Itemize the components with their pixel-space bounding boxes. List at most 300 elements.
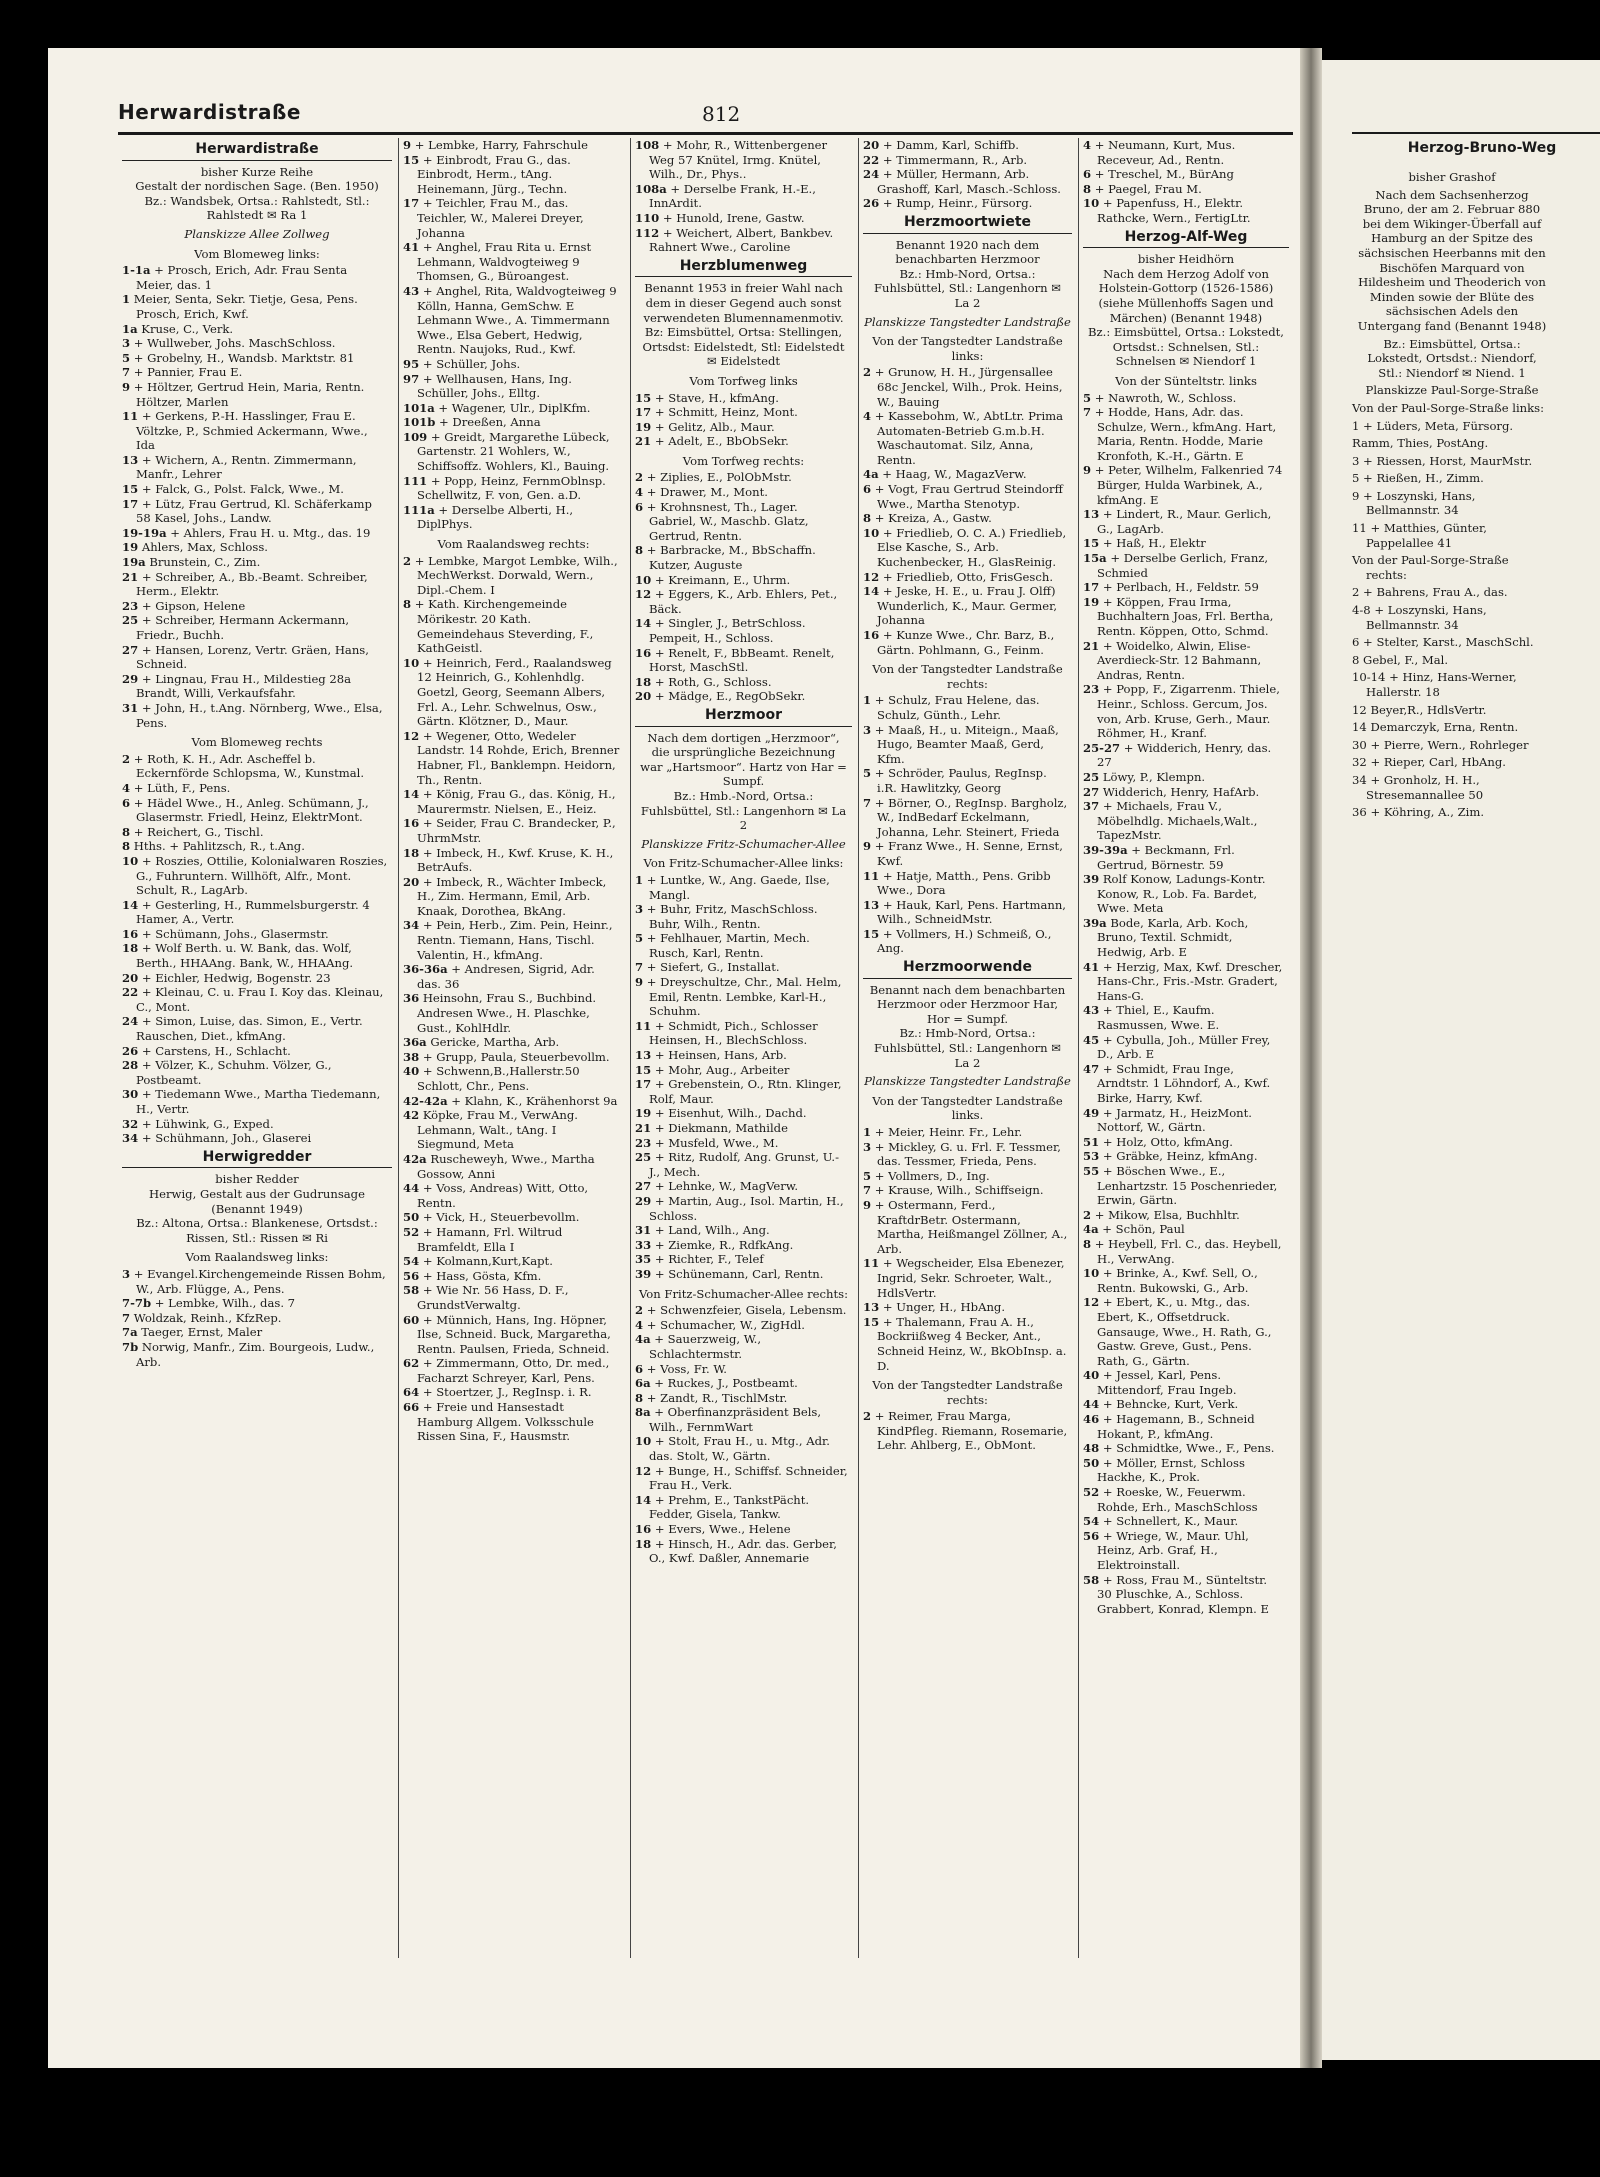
house-number: 1-1a (122, 263, 151, 278)
side-heading: Vom Torfweg rechts: (682, 453, 805, 468)
house-number: 22 (863, 152, 880, 167)
entry-text: + Teichler, Frau M., das. Teichler, W., Malerei Dreyer, Johanna (417, 196, 584, 240)
entry-text: + Damm, Karl, Schiffb. (879, 138, 1019, 152)
directory-entry (122, 1014, 392, 1043)
entry-text: + Krohnsnest, Th., Lager. Gabriel, W., Maschb. Glatz, Gertrud, Rentn. (643, 499, 809, 543)
house-number: 20 (635, 689, 652, 704)
entry-text: + Seider, Frau C. Brandecker, P., UhrmMstr. (417, 816, 616, 845)
column-5 (1078, 138, 1293, 1958)
directory-entry (122, 336, 392, 351)
entry-text: + Roszies, Ottilie, Kolonialwaren Roszies, G., Fuhruntern. Willhöft, Alfr., Mont. Schult, R., LagArb. (136, 853, 388, 898)
entry-text: Köpke, Frau M., VerwAng. Lehmann, Walt., tAng. I Siegmund, Meta (417, 1108, 578, 1152)
directory-entry (1083, 167, 1289, 182)
side-heading: Von der Tangstedter Landstraße links. (872, 1093, 1063, 1123)
street-note: bisher Kurze Reihe (200, 164, 314, 179)
entry-text: + Thalemann, Frau A. H., Bockriißweg 4 Becker, Ant., Schneid Heinz, W., BkObInsp. a. D. (877, 1314, 1067, 1373)
house-number: 10 (403, 655, 420, 670)
house-number: 8 (403, 597, 412, 612)
house-number: 6 (635, 499, 644, 514)
directory-entry (635, 138, 852, 182)
entry-text: + Popp, Heinz, FernmOblnsp. Schellwitz, F. von, Gen. a.D. (417, 473, 606, 503)
directory-entry (122, 985, 392, 1014)
entry-text: Taeger, Ernst, Maler (137, 1325, 263, 1340)
house-number: 9 (122, 379, 131, 394)
directory-entry (635, 1493, 852, 1522)
directory-entry (635, 211, 852, 226)
directory-entry (122, 839, 392, 854)
directory-entry (1083, 1441, 1289, 1456)
facing-line: 36 + Köhring, A., Zim. (1352, 805, 1485, 820)
directory-entry (635, 960, 852, 975)
directory-entry (122, 292, 392, 321)
entry-text: Widderich, Henry, HafArb. (1099, 784, 1260, 799)
entry-text: + Heinrich, Ferd., Raalandsweg 12 Heinrich, G., Kohlenhdlg. Goetzl, Georg, Seemann Albers, Frl. A., Lehr. Schwelnus, Osw., Gärtn. Klötzner, D., Maur. (417, 655, 612, 729)
directory-entry (403, 1283, 624, 1312)
entry-text: + Vick, H., Steuerbevollm. (419, 1210, 580, 1225)
house-number: 58 (1083, 1572, 1100, 1587)
entry-text: + Ritz, Rudolf, Ang. Grunst, U.-J., Mech. (649, 1150, 840, 1179)
entry-text: + Börner, O., RegInsp. Bargholz, W., IndBedarf Eckelmann, Johanna, Lehr. Steinert, Frieda (871, 795, 1068, 839)
street-note: Benannt 1953 in freier Wahl nach dem in dieser Gegend auch sonst verwendeten Blumennamenmotiv. (643, 281, 844, 325)
house-number: 12 (1083, 1295, 1100, 1310)
entry-text: + Völzer, K., Schuhm. Völzer, G., Postbeamt. (136, 1058, 332, 1087)
facing-line: 32 + Rieper, Carl, HbAng. (1352, 755, 1506, 770)
facing-line: 6 + Stelter, Karst., MaschSchl. (1352, 635, 1534, 650)
entry-text: + Behncke, Kurt, Verk. (1099, 1397, 1239, 1412)
house-number: 5 (122, 350, 131, 365)
entry-text: + Lindert, R., Maur. Gerlich, G., LagArb. (1097, 507, 1272, 536)
directory-entry (1083, 580, 1289, 595)
entry-text: + Höltzer, Gertrud Hein, Maria, Rentn. Höltzer, Marlen (130, 379, 365, 409)
side-heading: Von der Tangstedter Landstraße rechts: (872, 1378, 1063, 1407)
house-number: 11 (863, 868, 880, 883)
house-number: 5 (863, 1168, 872, 1183)
house-number: 4 (122, 780, 131, 795)
directory-entry (863, 1198, 1072, 1256)
directory-entry (403, 846, 624, 875)
entry-text: + Friedlieb, O. C. A.) Friedlieb, Else Kasche, S., Arb. Kuchenbecker, H., GlasReinig. (877, 525, 1067, 570)
directory-entry (635, 1434, 852, 1463)
entry-text: Ahlers, Max, Schloss. (138, 540, 268, 555)
entry-text: + Weichert, Albert, Bankbev. Rahnert Wwe., Caroline (649, 225, 834, 255)
entry-text: + Anghel, Rita, Waldvogteiweg 9 Kölln, Hanna, GemSchw. E Lehmann Wwe., A. Timmermann Wwe., Elsa Gebert, Hedwig, Rentn. Naujoks, Rud., Kwf. (417, 283, 617, 357)
house-number: 21 (635, 1121, 652, 1135)
entry-text: + Reichert, G., Tischl. (130, 824, 264, 839)
directory-entry (863, 898, 1072, 927)
entry-text: + Rump, Heinr., Fürsorg. (879, 196, 1033, 211)
directory-entry (122, 497, 392, 526)
directory-entry (635, 646, 852, 675)
directory-entry (403, 1152, 624, 1181)
house-number: 1 (635, 872, 644, 887)
facing-page-body (1352, 170, 1552, 823)
house-number: 40 (403, 1064, 420, 1079)
entry-text: Löwy, P., Klempn. (1099, 769, 1206, 784)
facing-line: 30 + Pierre, Wern., Rohrleger (1352, 737, 1529, 752)
directory-entry (122, 643, 392, 672)
house-number: 37 (1083, 799, 1100, 814)
entry-text: + Hinsch, H., Adr. das. Gerber, O., Kwf. Daßler, Annemarie (649, 1536, 837, 1566)
directory-entry (635, 675, 852, 690)
house-number: 39 (1083, 872, 1100, 887)
directory-entry (635, 1267, 852, 1282)
house-number: 18 (122, 941, 139, 956)
house-number: 36-36a (403, 962, 448, 977)
entry-text: + Adelt, E., BbObSekr. (651, 434, 789, 449)
house-number: 41 (1083, 959, 1100, 974)
house-number: 16 (403, 816, 420, 831)
entry-text: + Friedlieb, Otto, FrisGesch. (879, 569, 1054, 584)
entry-text: + Sauerzweig, W., Schlachtermstr. (649, 1332, 762, 1361)
directory-entry (403, 1225, 624, 1254)
entry-text: + Prosch, Erich, Adr. Frau Senta Meier, das. 1 (136, 263, 348, 292)
house-number: 20 (403, 874, 420, 889)
directory-entry (1083, 405, 1289, 463)
entry-text: + Ziplies, E., PolObMstr. (643, 470, 792, 485)
house-number: 62 (403, 1356, 420, 1371)
entry-text: + Ziemke, R., RdfkAng. (651, 1237, 794, 1252)
directory-entry (122, 854, 392, 898)
house-number: 12 (403, 728, 420, 743)
directory-entry (403, 1181, 624, 1210)
directory-entry (122, 941, 392, 970)
directory-entry (635, 1318, 852, 1333)
entry-text: + Fehlhauer, Martin, Mech. Rusch, Karl, Rentn. (643, 931, 810, 960)
directory-entry (863, 570, 1072, 585)
house-number: 17 (403, 196, 420, 211)
directory-entry (635, 226, 852, 255)
directory-entry (122, 796, 392, 825)
directory-entry (635, 420, 852, 435)
entry-text: + Dreyschultze, Chr., Mal. Helm, Emil, Rentn. Lembke, Karl-H., Schuhm. (643, 975, 842, 1019)
directory-entry (122, 482, 392, 497)
house-number: 56 (1083, 1528, 1100, 1543)
house-number: 14 (635, 1492, 652, 1507)
directory-entry (403, 153, 624, 197)
directory-entry (122, 1117, 392, 1132)
entry-text: + Vollmers, H.) Schmeiß, O., Ang. (877, 926, 1052, 956)
house-number: 45 (1083, 1032, 1100, 1047)
house-number: 42 (403, 1108, 420, 1123)
directory-entry (863, 1300, 1072, 1315)
house-number: 8 (1083, 1236, 1092, 1251)
street-note: Gestalt der nordischen Sage. (Ben. 1950) (135, 179, 379, 194)
entry-text: + Schmidtke, Wwe., F., Pens. (1099, 1441, 1275, 1456)
house-number: 33 (635, 1237, 652, 1252)
entry-text: + Lüth, F., Pens. (130, 780, 231, 795)
house-number: 19-19a (122, 525, 167, 540)
directory-entry (403, 1385, 624, 1400)
side-heading: Von Fritz-Schumacher-Allee links: (643, 856, 844, 871)
entry-text: + Carstens, H., Schlacht. (138, 1043, 291, 1058)
street-heading: Herwardistraße (122, 138, 392, 161)
side-heading: Vom Blomeweg rechts (191, 735, 323, 750)
entry-text: + Brinke, A., Kwf. Sell, O., Rentn. Bukowski, G., Arb. (1097, 1266, 1258, 1295)
house-number: 15 (635, 390, 652, 405)
entry-text: + Grobelny, H., Wandsb. Marktstr. 81 (130, 350, 355, 365)
house-number: 50 (403, 1210, 420, 1225)
facing-line: 4-8 + Loszynski, Hans, Bellmannstr. 34 (1352, 603, 1487, 632)
house-number: 31 (122, 700, 139, 715)
house-number: 11 (863, 1256, 880, 1271)
entry-text: + Mohr, Aug., Arbeiter (651, 1062, 790, 1077)
house-number: 10 (122, 853, 139, 868)
entry-text: + Wegener, Otto, Wedeler Landstr. 14 Rohde, Erich, Brenner Habner, Fl., Banklempn. Heidorn, Th., Rentn. (417, 728, 620, 787)
house-number: 66 (403, 1400, 420, 1415)
directory-entry (863, 511, 1072, 526)
house-number: 54 (1083, 1514, 1100, 1529)
directory-entry (635, 1063, 852, 1078)
directory-entry (122, 1131, 392, 1146)
house-number: 9 (403, 138, 412, 152)
directory-entry (635, 931, 852, 960)
directory-entry (635, 1303, 852, 1318)
house-number: 16 (122, 926, 139, 941)
entry-text: + Freie und Hansestadt Hamburg Allgem. Volksschule Rissen Sina, F., Hausmstr. (417, 1400, 594, 1444)
directory-entry (635, 1194, 852, 1223)
directory-entry (403, 415, 624, 430)
house-number: 21 (635, 434, 652, 449)
entry-text: + Wellhausen, Hans, Ing. Schüller, Johs., Elltg. (417, 371, 572, 401)
street-note: Bz: Eimsbüttel, Ortsa: Stellingen, Ortsdst: Eidelstedt, Stl: Eidelstedt ✉ Eidelstedt (642, 325, 845, 369)
directory-entry (1083, 1106, 1289, 1135)
directory-entry (635, 1362, 852, 1377)
directory-entry (635, 1150, 852, 1179)
directory-entry (122, 1267, 392, 1296)
entry-text: + Kreiza, A., Gastw. (871, 511, 992, 526)
entry-text: + Derselbe Frank, H.-E., InnArdit. (649, 181, 816, 211)
house-number: 27 (635, 1179, 652, 1194)
directory-entry (635, 573, 852, 588)
house-number: 19 (635, 1106, 652, 1121)
entry-text: + Singler, J., BetrSchloss. Pempeit, H., Schloss. (649, 616, 806, 645)
house-number: 19 (1083, 594, 1100, 609)
entry-text: + Papenfuss, H., Elektr. Rathcke, Wern., FertigLtr. (1097, 196, 1251, 225)
house-number: 17 (635, 405, 652, 420)
house-number: 51 (1083, 1134, 1100, 1149)
directory-entry (1083, 463, 1289, 507)
plan-sketch-ref: Planskizze Allee Zollweg (184, 226, 330, 241)
directory-entry (863, 1409, 1072, 1453)
entry-text: Rolf Konow, Ladungs-Kontr. Konow, R., Lob. Fa. Bardet, Wwe. Meta (1097, 872, 1266, 916)
directory-entry (403, 597, 624, 655)
directory-entry (403, 401, 624, 416)
side-heading: Vom Torfweg links (689, 373, 798, 388)
entry-text: + Einbrodt, Frau G., das. Einbrodt, Herm., tAng. Heinemann, Jürg., Techn. (417, 152, 571, 196)
house-number: 2 (635, 470, 644, 485)
house-number: 31 (635, 1223, 652, 1238)
directory-entry (635, 1223, 852, 1238)
entry-text: + Imbeck, R., Wächter Imbeck, H., Zim. Hermann, Emil, Arb. Knaak, Dorothea, BkAng. (417, 874, 607, 918)
directory-entry (403, 656, 624, 729)
directory-entry (403, 240, 624, 284)
house-number: 14 (863, 584, 880, 599)
directory-entry (635, 485, 852, 500)
house-number: 20 (863, 138, 880, 152)
directory-entry (122, 322, 392, 337)
house-number: 108 (635, 138, 660, 152)
entry-text: + Musfeld, Wwe., M. (651, 1135, 779, 1150)
house-number: 17 (122, 496, 139, 511)
house-number: 15a (1083, 551, 1107, 566)
house-number: 27 (122, 642, 139, 657)
entry-text: + Müller, Hermann, Arb. Grashoff, Karl, Masch.-Schloss. (877, 167, 1061, 196)
house-number: 38 (403, 1049, 420, 1064)
entry-text: + Hunold, Irene, Gastw. (659, 210, 805, 225)
house-number: 5 (1083, 390, 1092, 405)
entry-text: + Voss, Fr. W. (643, 1361, 727, 1376)
facing-line: 12 Beyer,R., HdlsVertr. (1352, 702, 1487, 717)
entry-text: + Ebert, K., u. Mtg., das. Ebert, K., Offsetdruck. Gansauge, Wwe., H. Rath, G., Gastw. Greve, Gust., Pens. Rath, G., Gärtn. (1097, 1295, 1272, 1368)
house-number: 111a (403, 502, 435, 517)
street-heading: Herzmoor (635, 704, 852, 727)
directory-entry (1083, 1237, 1289, 1266)
directory-entry (635, 500, 852, 544)
entry-text: Brunstein, C., Zim. (145, 555, 261, 570)
entry-text: + Grebenstein, O., Rtn. Klinger, Rolf, Maur. (649, 1077, 842, 1106)
house-number: 2 (1083, 1207, 1092, 1222)
entry-text: + Gräbke, Heinz, kfmAng. (1099, 1149, 1258, 1164)
directory-entry (1083, 1573, 1289, 1617)
house-number: 44 (403, 1181, 420, 1196)
house-number: 17 (635, 1077, 652, 1092)
directory-entry (403, 991, 624, 1035)
column-4 (858, 138, 1076, 1958)
house-number: 25 (122, 613, 139, 628)
entry-text: + Schmidt, Frau Inge, Arndtstr. 1 Löhndorf, A., Kwf. Birke, Harry, Kwf. (1097, 1061, 1271, 1105)
house-number: 23 (1083, 682, 1100, 697)
directory-entry (1083, 639, 1289, 683)
entry-text: + Lühwink, G., Exped. (138, 1116, 274, 1131)
house-number: 13 (863, 1300, 880, 1315)
plan-sketch-ref: Planskizze Tangstedter Landstraße (864, 314, 1071, 329)
facing-line: 14 Demarczyk, Erna, Rentn. (1352, 720, 1519, 735)
entry-text: + Lembke, Wilh., das. 7 (151, 1296, 296, 1311)
directory-entry (403, 284, 624, 357)
entry-text: + Schümann, Johs., Glasermstr. (138, 926, 329, 941)
directory-entry (1083, 1003, 1289, 1032)
entry-text: + Renelt, F., BbBeamt. Renelt, Horst, MaschStl. (649, 645, 835, 675)
entry-text: + Tiedemann Wwe., Martha Tiedemann, H., Vertr. (136, 1087, 381, 1116)
directory-entry (1083, 741, 1289, 770)
house-number: 24 (863, 167, 880, 182)
street-note: bisher Redder (215, 1172, 299, 1187)
house-number: 43 (1083, 1003, 1100, 1018)
directory-entry (122, 971, 392, 986)
running-title: Herwardistraße (118, 100, 301, 124)
directory-entry (122, 453, 392, 482)
entry-text: + Kleinau, C. u. Frau I. Koy das. Kleinau, C., Mont. (136, 985, 384, 1014)
directory-entry (863, 628, 1072, 657)
directory-entry (122, 1087, 392, 1116)
directory-entry (635, 1238, 852, 1253)
house-number: 15 (122, 482, 139, 497)
entry-text: + Wichern, A., Rentn. Zimmermann, Manfr., Lehrer (136, 452, 357, 482)
entry-text: + Hansen, Lorenz, Vertr. Gräen, Hans, Schneid. (136, 642, 369, 672)
house-number: 4 (635, 485, 644, 500)
page-number: 812 (702, 102, 741, 126)
house-number: 22 (122, 985, 139, 1000)
house-number: 13 (635, 1048, 652, 1063)
house-number: 6 (1083, 167, 1092, 182)
facing-line: Ramm, Thies, PostAng. (1352, 436, 1489, 451)
entry-text: + Luntke, W., Ang. Gaede, Ilse, Mangl. (643, 872, 830, 902)
house-number: 42-42a (403, 1093, 448, 1108)
directory-entry (863, 526, 1072, 570)
house-number: 18 (403, 845, 420, 860)
entry-text: + Hatje, Matth., Pens. Gribb Wwe., Dora (877, 868, 1051, 898)
street-heading: Herzmoorwende (863, 956, 1072, 979)
directory-entry (1083, 916, 1289, 960)
house-number: 14 (403, 787, 420, 802)
house-number: 10 (635, 1434, 652, 1449)
directory-entry (122, 927, 392, 942)
entry-text: + Ruckes, J., Postbeamt. (650, 1376, 798, 1391)
directory-entry (122, 781, 392, 796)
house-number: 4 (863, 409, 872, 424)
directory-entry (635, 182, 852, 211)
house-number: 4 (635, 1317, 644, 1332)
facing-line: 9 + Loszynski, Hans, Bellmannstr. 34 (1352, 488, 1476, 518)
street-note: Bz.: Hmb-Nord, Ortsa.: Fuhlsbüttel, Stl.: Langenhorn ✉ La 2 (873, 1026, 1062, 1070)
facing-page (1322, 60, 1600, 2060)
directory-entry (122, 263, 392, 292)
directory-entry (863, 584, 1072, 628)
directory-entry (1083, 138, 1289, 167)
directory-entry (122, 1325, 392, 1340)
directory-entry (403, 1269, 624, 1284)
entry-text: + König, Frau G., das. König, H., Maurermstr. Nielsen, E., Heiz. (417, 787, 616, 816)
directory-entry (863, 796, 1072, 840)
entry-text: + Wie Nr. 56 Hass, D. F., GrundstVerwaltg. (417, 1283, 569, 1312)
directory-entry (635, 1077, 852, 1106)
house-number: 49 (1083, 1105, 1100, 1120)
facing-page-rule (1352, 132, 1600, 134)
directory-entry (122, 570, 392, 599)
directory-entry (1083, 196, 1289, 225)
entry-text: + Richter, F., Telef (651, 1252, 764, 1267)
directory-entry (122, 526, 392, 541)
house-number: 42a (403, 1151, 427, 1166)
entry-text: + Ross, Frau M., Sünteltstr. 30 Pluschke, A., Schloss. Grabbert, Konrad, Klempn. E (1097, 1572, 1269, 1616)
header-rule (118, 132, 1293, 135)
directory-entry (403, 1254, 624, 1269)
directory-entry (403, 372, 624, 401)
house-number: 53 (1083, 1149, 1100, 1164)
house-number: 9 (863, 839, 872, 854)
directory-entry (635, 873, 852, 902)
side-heading: Von der Tangstedter Landstraße links: (872, 334, 1063, 363)
directory-entry (635, 1405, 852, 1434)
facing-line: 11 + Matthies, Günter, Pappelallee 41 (1352, 521, 1487, 550)
house-number: 27 (1083, 784, 1100, 799)
entry-text: + Unger, H., HbAng. (879, 1300, 1006, 1315)
directory-entry (122, 409, 392, 453)
directory-entry (1083, 1412, 1289, 1441)
entry-text: + Haß, H., Elektr (1099, 536, 1206, 551)
entry-text: + Heinsen, Hans, Arb. (651, 1048, 787, 1063)
house-number: 30 (122, 1087, 139, 1102)
entry-text: + Pein, Herb., Zim. Pein, Heinr., Rentn. Tiemann, Hans, Tischl. Valentin, H., kfmAng. (417, 918, 613, 962)
directory-entry (635, 1136, 852, 1151)
house-number: 20 (122, 970, 139, 985)
entry-text: + Lembke, Margot Lembke, Wilh., MechWerkst. Dorwald, Wern., Dipl.-Chem. I (411, 553, 618, 597)
side-heading: Von Fritz-Schumacher-Allee rechts: (638, 1286, 849, 1301)
directory-entry (635, 1332, 852, 1361)
entry-text: + Andresen, Sigrid, Adr. das. 36 (417, 962, 595, 991)
column-1 (118, 138, 396, 1958)
directory-entry (1083, 391, 1289, 406)
